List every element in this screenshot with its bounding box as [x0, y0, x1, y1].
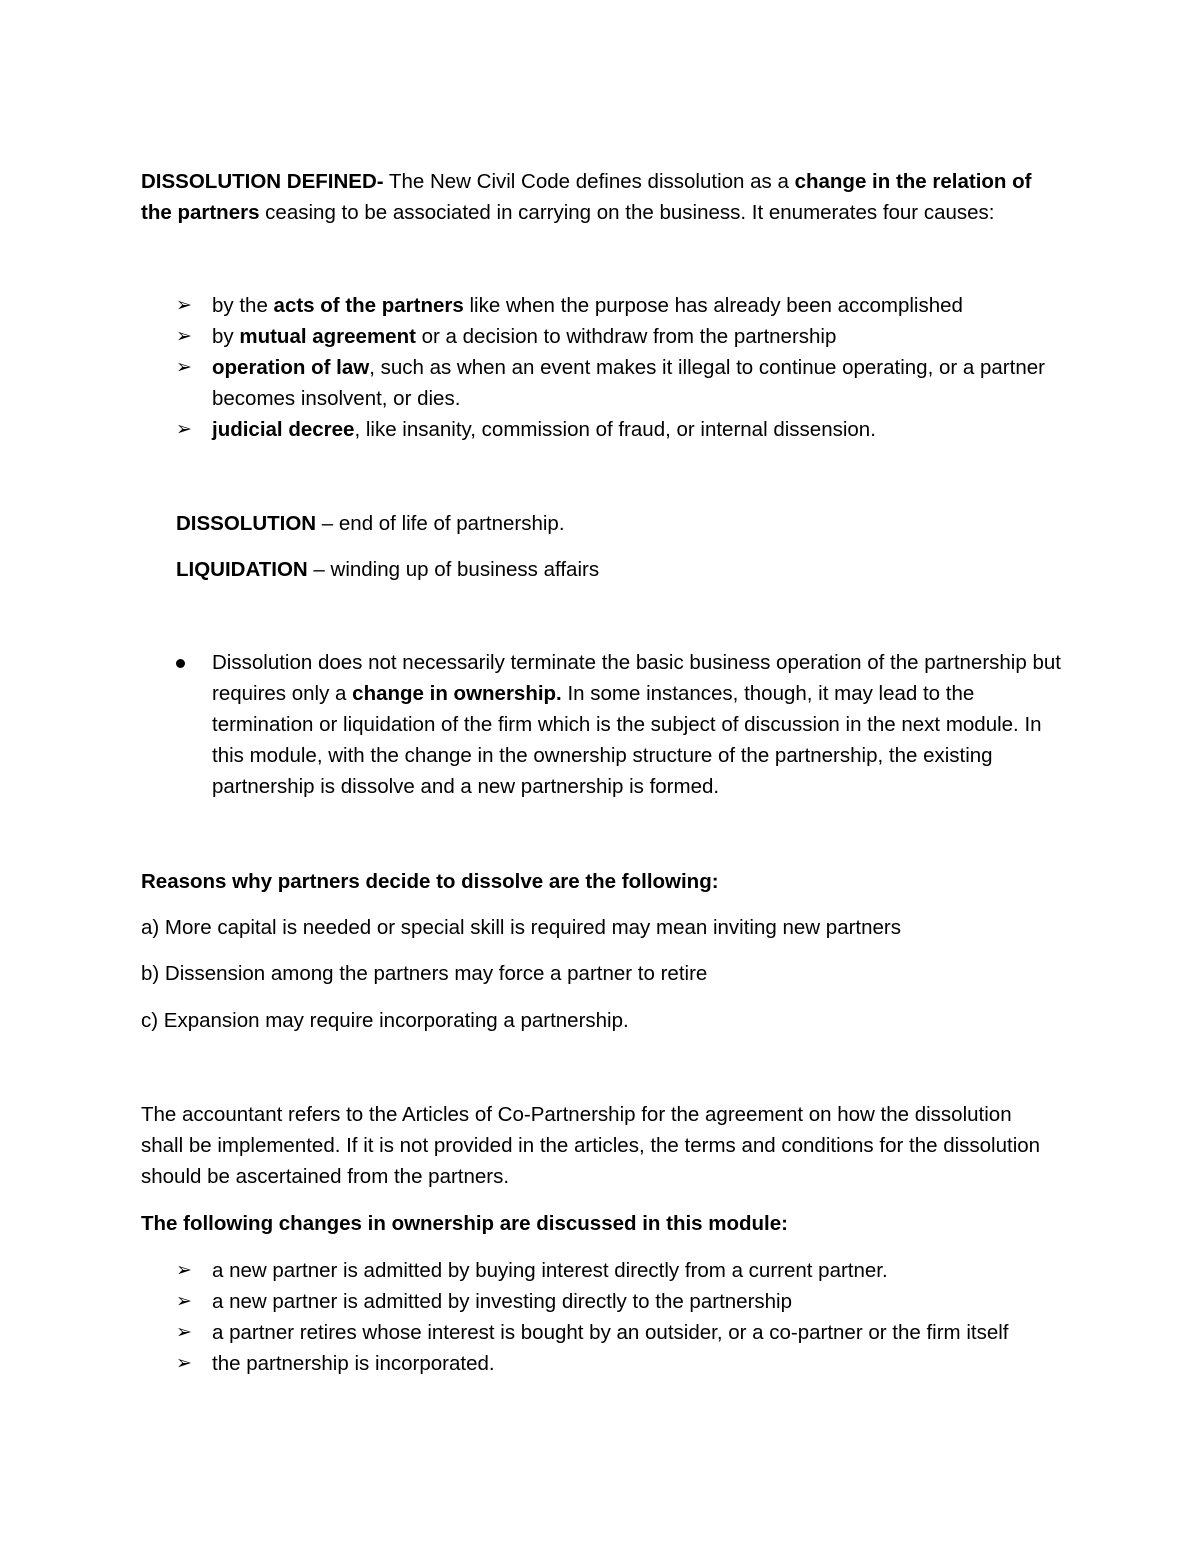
change-item-text: a new partner is admitted by investing directly to the partnership	[212, 1290, 792, 1313]
changes-heading-text: The following changes in ownership are discussed in this module:	[141, 1212, 788, 1235]
reason-b: b) Dissension among the partners may force a partner to retire	[141, 962, 708, 985]
cause-bold: judicial decree	[212, 418, 355, 441]
list-item	[176, 1255, 1046, 1286]
note-bold: change in ownership.	[352, 682, 562, 705]
list-item	[176, 1317, 1046, 1348]
intro-text-1: The New Civil Code defines dissolution as a	[383, 170, 795, 193]
cause-pre: by	[212, 325, 240, 348]
arrow-bullet-icon: ➢	[176, 1260, 192, 1281]
liquidation-term: LIQUIDATION	[176, 558, 308, 581]
reason-a: a) More capital is needed or special skill is required may mean inviting new partners	[141, 916, 901, 939]
reasons-heading	[141, 866, 1041, 897]
list-item	[176, 414, 1046, 445]
dissolution-defined-paragraph	[141, 166, 1061, 228]
cause-post: like when the purpose has already been accomplished	[463, 294, 963, 317]
changes-heading	[141, 1208, 1041, 1239]
bullet-dot-icon	[176, 659, 185, 668]
change-item-text: a partner retires whose interest is bought by an outsider, or a co-partner or the firm itself	[212, 1321, 1009, 1344]
list-item	[176, 352, 1046, 414]
cause-post: or a decision to withdraw from the partnership	[415, 325, 837, 348]
list-item	[176, 647, 1066, 802]
arrow-bullet-icon: ➢	[176, 1322, 192, 1343]
liquidation-definition	[176, 554, 976, 585]
accountant-paragraph: The accountant refers to the Articles of Co-Partnership for the agreement on how the dissolution shall be implemented. If it is not provided in the articles, the terms and conditions for the dissolution should be ascertained from the partners.	[141, 1103, 1041, 1188]
cause-post: , like insanity, commission of fraud, or internal dissension.	[354, 418, 876, 441]
list-item	[176, 1348, 1046, 1379]
arrow-bullet-icon: ➢	[176, 419, 192, 440]
intro-text-2: ceasing to be associated in carrying on the business. It enumerates four causes:	[259, 201, 995, 224]
arrow-bullet-icon: ➢	[176, 357, 192, 378]
note-text-2: In some instances, though, it may lead to the termination or liquidation of the firm which is the subject of discussion in the next module. In this module, with the change in the ownership structure of the partnership, the existing partnership is dissolve and a new partnership is formed.	[212, 682, 1042, 798]
cause-bold: operation of law	[212, 356, 370, 379]
changes-list	[176, 1255, 1046, 1379]
causes-list	[176, 290, 1046, 445]
note-list	[176, 647, 1066, 802]
cause-post: , such as when an event makes it illegal to continue operating, or a partner becomes insolvent, or dies.	[212, 356, 1045, 410]
dissolution-text: – end of life of partnership.	[316, 512, 565, 535]
list-item	[176, 1286, 1046, 1317]
change-item-text: a new partner is admitted by buying interest directly from a current partner.	[212, 1259, 888, 1282]
list-item	[176, 321, 1046, 352]
cause-pre: by the	[212, 294, 274, 317]
change-item-text: the partnership is incorporated.	[212, 1352, 495, 1375]
arrow-bullet-icon: ➢	[176, 326, 192, 347]
liquidation-text: – winding up of business affairs	[307, 558, 600, 581]
arrow-bullet-icon: ➢	[176, 1353, 192, 1374]
note-text-1: Dissolution does not necessarily terminate the basic business operation of the partnership but requires only a	[212, 651, 1061, 705]
list-item	[176, 290, 1046, 321]
cause-bold: acts of the partners	[273, 294, 464, 317]
cause-bold: mutual agreement	[239, 325, 416, 348]
arrow-bullet-icon: ➢	[176, 295, 192, 316]
dissolution-term: DISSOLUTION	[176, 512, 317, 535]
dissolution-defined-label: DISSOLUTION DEFINED-	[141, 170, 384, 193]
arrow-bullet-icon: ➢	[176, 1291, 192, 1312]
dissolution-definition	[176, 508, 976, 539]
reason-c: c) Expansion may require incorporating a partnership.	[141, 1009, 629, 1032]
intro-bold-1: change in the relation of the partners	[141, 170, 1032, 224]
reasons-heading-text: Reasons why partners decide to dissolve are the following:	[141, 870, 719, 893]
